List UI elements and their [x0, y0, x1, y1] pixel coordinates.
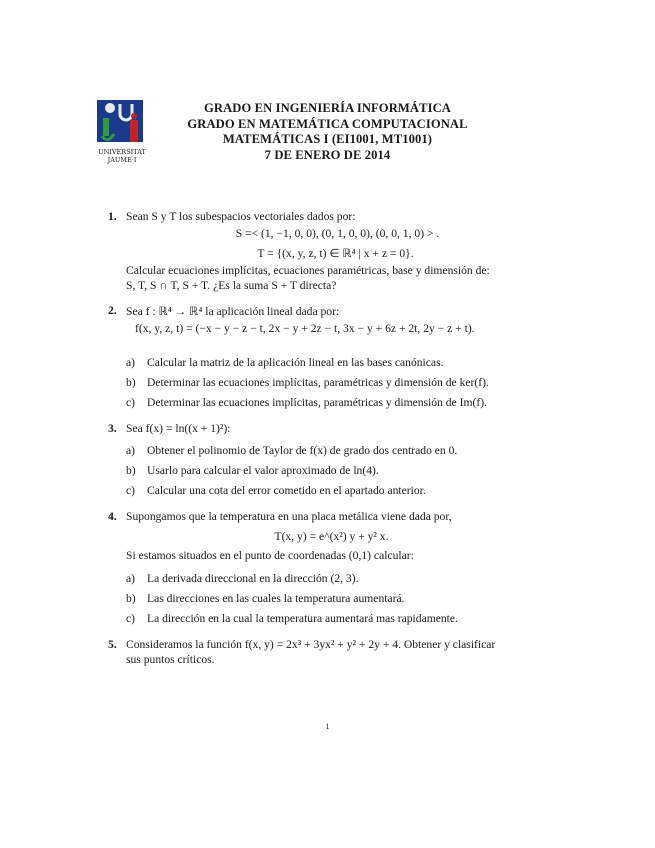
problem-4-item-a: La derivada direccional en la dirección (2, 3). — [147, 572, 359, 585]
problem-3-number: 3. — [108, 422, 117, 435]
problem-2-eq: f(x, y, z, t) = (−x − y − z − t, 2x − y + 2z − t, 3x − y + 6z + 2t, 2y − z + t). — [135, 322, 475, 335]
logo-text-line1: UNIVERSITAT — [98, 148, 146, 156]
problem-1-eq-S: S =< (1, −1, 0, 0), (0, 1, 0, 0), (0, 0, 1, 0) > . — [235, 227, 440, 240]
problem-2-item-a-label: a) — [126, 356, 136, 369]
problem-4-item-c: La dirección en la cual la temperatura aumentará mas rapidamente. — [147, 612, 458, 625]
problem-2-intro: Sea f : ℝ⁴ → ℝ⁴ la aplicación lineal dada por: — [126, 305, 340, 318]
problem-2-item-b: Determinar las ecuaciones implícitas, paramétricas y dimensión de ker(f). — [147, 376, 489, 389]
problem-4-item-b: Las direcciones en las cuales la temperatura aumentará. — [147, 592, 405, 605]
problem-3-intro: Sea f(x) = ln((x + 1)²): — [126, 422, 231, 435]
problem-3-item-a-label: a) — [126, 444, 136, 457]
problem-4-item-b-label: b) — [126, 592, 136, 605]
problem-2-item-b-label: b) — [126, 376, 136, 389]
problem-2-number: 2. — [108, 304, 117, 317]
problem-1-text: Calcular ecuaciones implícitas, ecuaciones paramétricas, base y dimensión de: — [126, 264, 490, 277]
problem-1-eq-T: T = {(x, y, z, t) ∈ ℝ⁴ | x + z = 0}. — [257, 247, 414, 260]
header-line-date: 7 DE ENERO DE 2014 — [264, 147, 391, 162]
problem-3-item-c: Calcular una cota del error cometido en el apartado anterior. — [147, 484, 426, 497]
header-line-degree-1: GRADO EN INGENIERÍA INFORMÁTICA — [204, 101, 451, 115]
problem-2-item-c: Determinar las ecuaciones implícitas, paramétricas y dimensión de Im(f). — [147, 396, 487, 409]
page-number: 1 — [325, 722, 330, 731]
problem-4-text: Si estamos situados en el punto de coordenadas (0,1) calcular: — [126, 549, 414, 562]
problem-4-eq: T(x, y) = e^(x²) y + y² x. — [274, 530, 389, 543]
problem-1-text-2: S, T, S ∩ T, S + T. ¿Es la suma S + T directa? — [126, 279, 337, 292]
problem-3-item-a: Obtener el polinomio de Taylor de f(x) de grado dos centrado en 0. — [147, 444, 458, 457]
problem-3-item-b-label: b) — [126, 464, 136, 477]
problem-5-number: 5. — [108, 638, 117, 651]
problem-3-item-b: Usarlo para calcular el valor aproximado de ln(4). — [147, 464, 379, 477]
problem-2-item-a: Calcular la matriz de la aplicación lineal en las bases canónicas. — [147, 356, 444, 369]
problem-3-item-c-label: c) — [126, 484, 136, 497]
exam-header — [160, 101, 495, 163]
problem-2-item-c-label: c) — [126, 396, 136, 409]
problem-5-text: sus puntos críticos. — [126, 653, 215, 666]
problem-4-item-a-label: a) — [126, 572, 136, 585]
problem-4-number: 4. — [108, 510, 117, 523]
problem-4-intro: Supongamos que la temperatura en una placa metálica viene dada por, — [126, 510, 452, 523]
problem-5-intro: Consideramos la función f(x, y) = 2x³ + 3yx² + y² + 2y + 4. Obtener y clasificar — [126, 638, 496, 651]
problem-1-intro: Sean S y T los subespacios vectoriales dados por: — [126, 210, 356, 223]
university-logo — [94, 98, 150, 168]
header-line-course: MATEMÁTICAS I (EI1001, MT1001) — [222, 132, 433, 146]
header-line-degree-2: GRADO EN MATEMÁTICA COMPUTACIONAL — [187, 116, 468, 131]
problem-1-number: 1. — [108, 210, 117, 223]
logo-text-line2: JAUME·I — [107, 156, 137, 164]
problem-4-item-c-label: c) — [126, 612, 136, 625]
